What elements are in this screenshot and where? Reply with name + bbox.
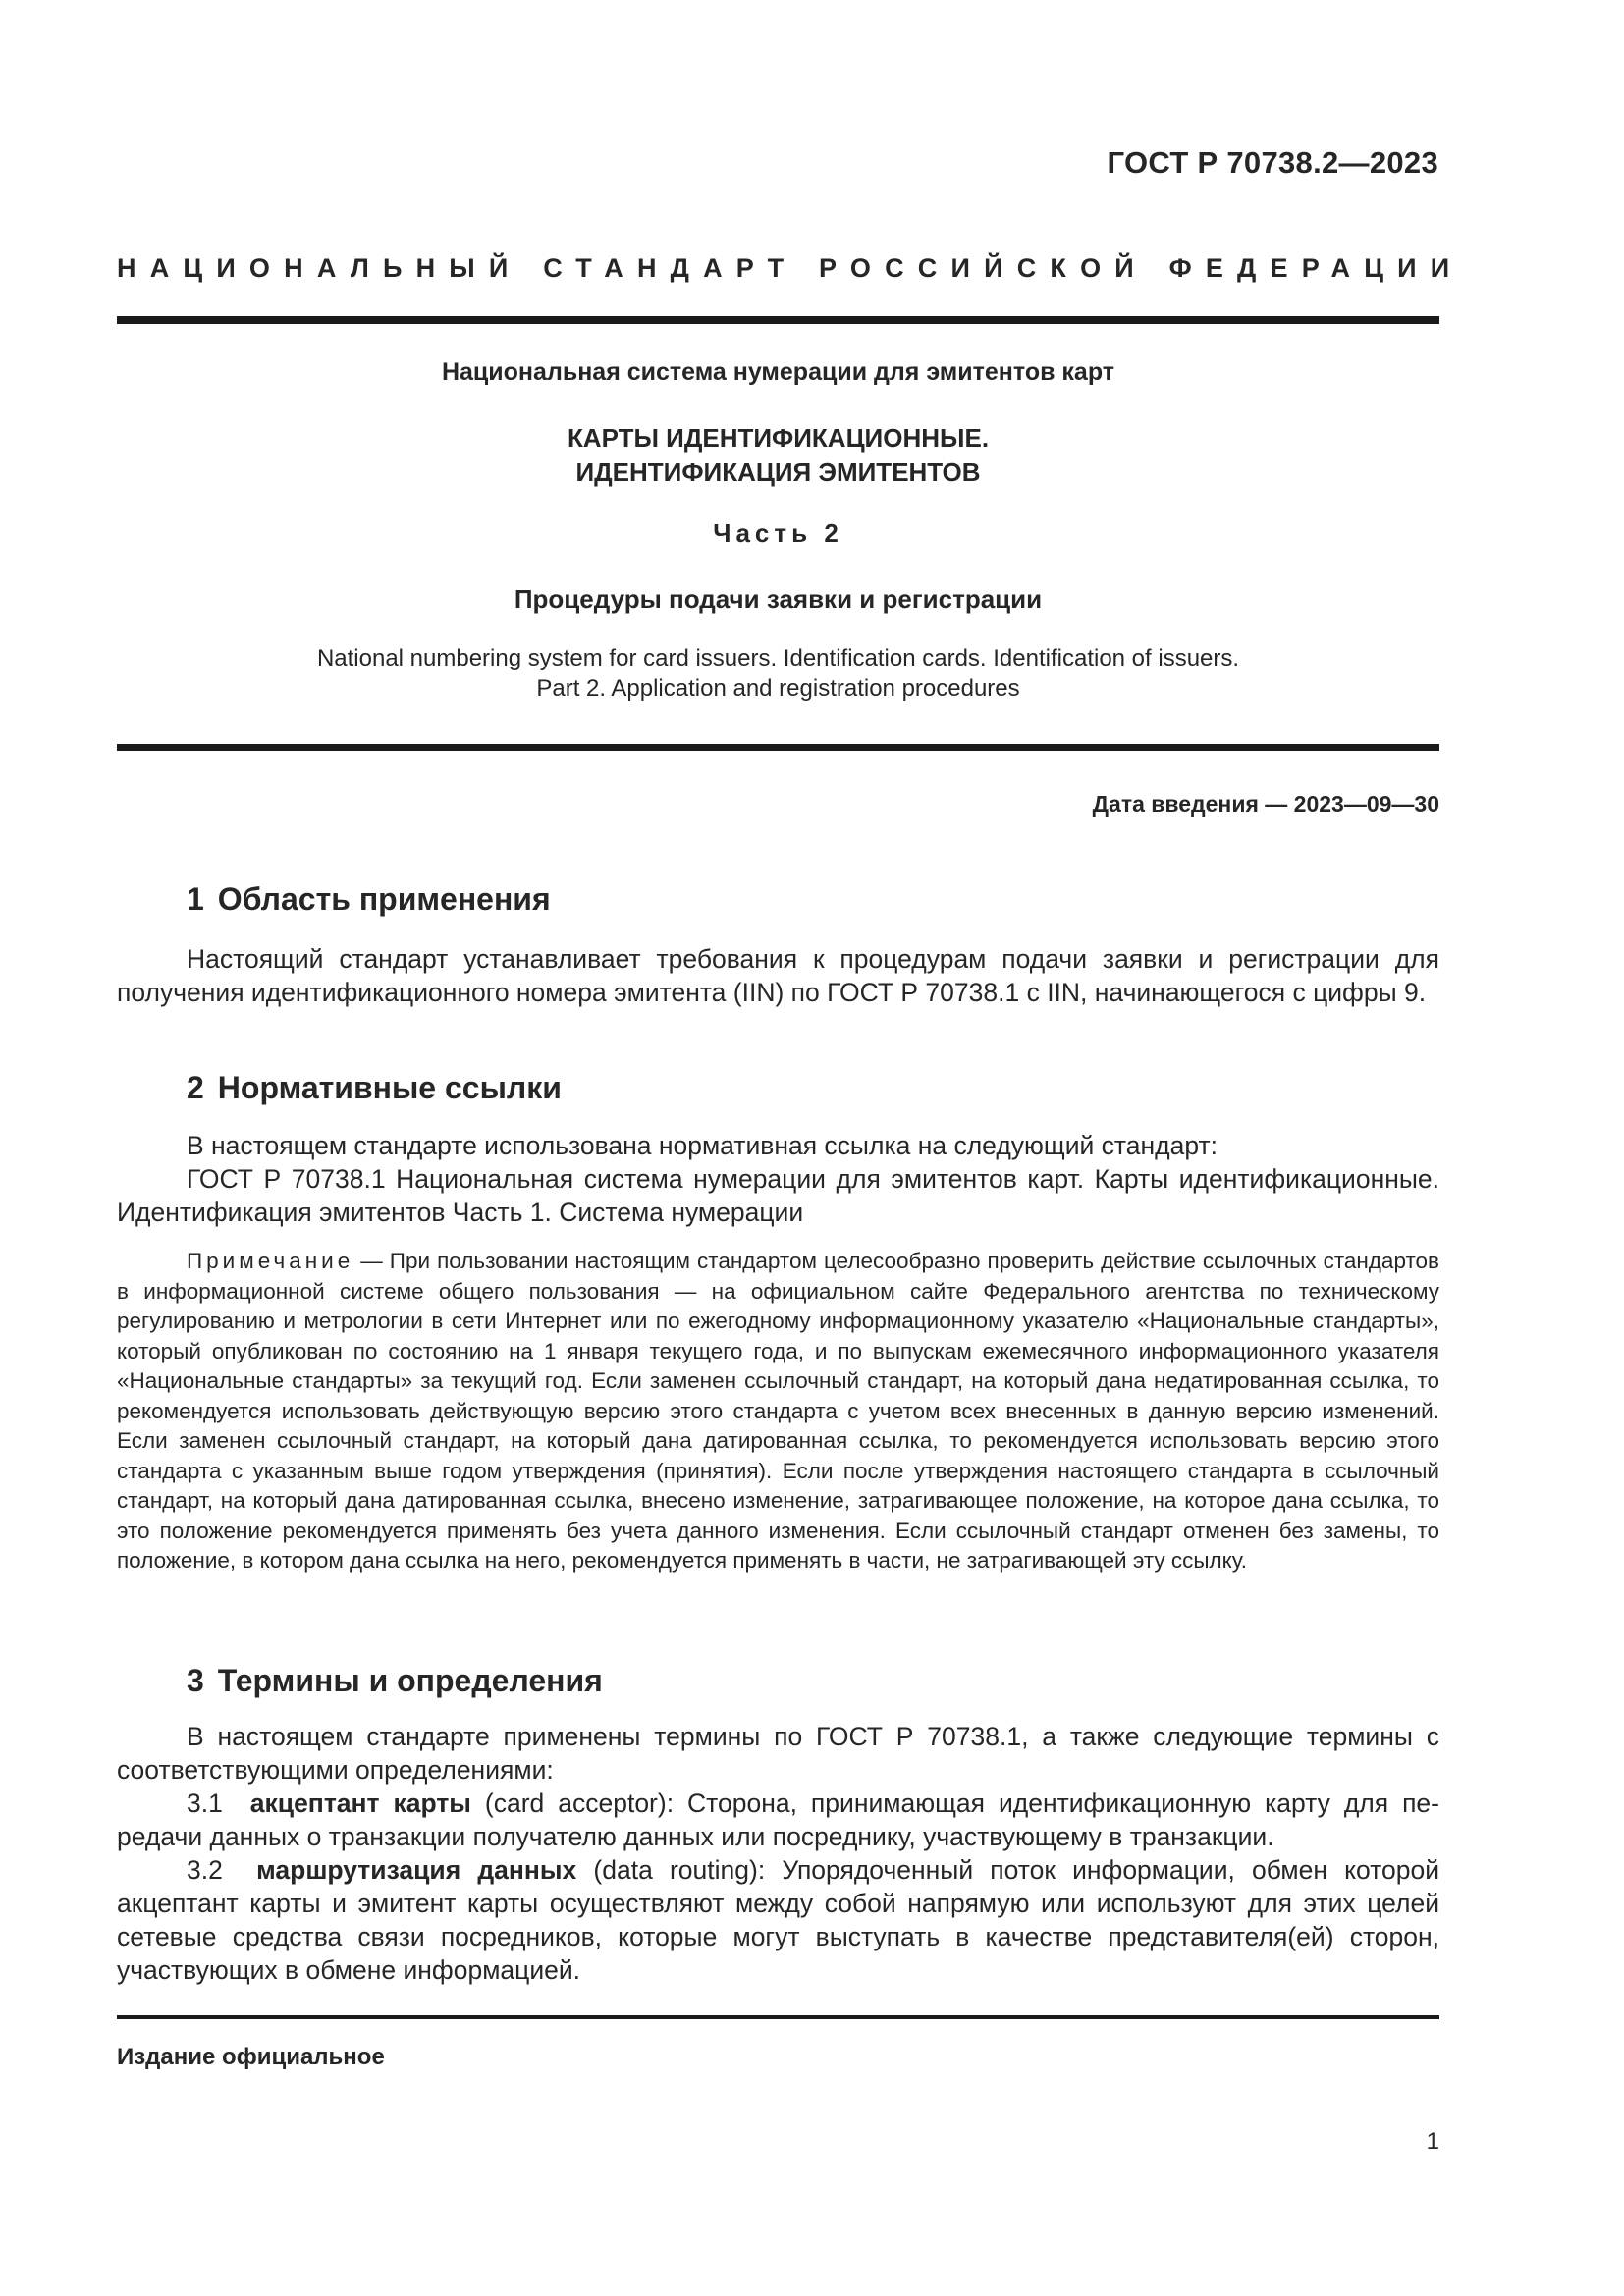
section-title: Нормативные ссылки (217, 1070, 562, 1105)
term-entry (117, 1853, 1439, 1987)
term-number: 3.1 (187, 1789, 223, 1818)
introduction-date: Дата введения — 2023—09—30 (1092, 791, 1439, 817)
top-rule (117, 316, 1439, 324)
section-title: Область применения (217, 881, 551, 917)
section-heading-references (187, 1070, 562, 1106)
term-name: акцептант карты (249, 1789, 471, 1818)
section-number: 1 (187, 881, 204, 917)
paragraph: В настоящем стандарте применены термины по ГОСТ Р 70738.1, а также следующие термины с соответствующими определениями: (117, 1722, 1439, 1785)
section-number: 3 (187, 1663, 204, 1698)
paragraph: В настоящем стандарте использована нормативная ссылка на следующий стандарт: (187, 1131, 1218, 1160)
term-definition: (data routing): Упорядоченный поток информации, обмен которой акцептант карты и эмитент карты осуществляют между собой напрямую или используют для этих целей сетевые средства связи посредников, которые могут выступать в качестве представителя(ей) сторон, участвующих в обмене информацией. (117, 1855, 1440, 1985)
system-title: Национальная система нумерации для эмитентов карт (441, 358, 1115, 386)
title-rule (117, 744, 1439, 751)
paragraph: Настоящий стандарт устанавливает требования к процедурам подачи заявки и регистрации для получения идентификационного номера эмитента (IIN) по ГОСТ Р 70738.1 с IIN, начинающегося с цифры 9. (117, 944, 1439, 1007)
main-title (117, 421, 1439, 490)
section-title: Термины и определения (217, 1663, 603, 1698)
english-title-line-2: Part 2. Application and registration procedures (536, 675, 1020, 702)
subtitle: Процедуры подачи заявки и регистрации (514, 584, 1043, 614)
document-id: ГОСТ Р 70738.2—2023 (1107, 145, 1438, 180)
section-heading-terms (187, 1663, 603, 1699)
note (117, 1247, 1439, 1576)
section-number: 2 (187, 1070, 204, 1105)
part-label: Часть 2 (713, 518, 843, 548)
footer-rule (117, 2015, 1439, 2019)
section-heading-scope (187, 881, 551, 918)
terms-text (117, 1720, 1439, 1987)
term-name: маршрутизация данных (256, 1855, 577, 1885)
english-title-line-1: National numbering system for card issuers. Identification cards. Identification of issuers. (316, 645, 1240, 671)
note-label: Примечание (187, 1249, 354, 1273)
english-title (117, 643, 1439, 704)
page-number: 1 (1426, 2128, 1439, 2155)
main-title-line-2: ИДЕНТИФИКАЦИЯ ЭМИТЕНТОВ (575, 457, 981, 487)
references-text (117, 1129, 1439, 1229)
note-text: — При пользовании настоящим стандартом целесообразно проверить действие ссылочных стандартов в информационной системе общего пользования — на официальном сайте Федерального агентства по техническому регулированию и метрологии в сети Интернет или по ежегодному информационному указателю «Национальные стандарты», который опубликован по состоянию на 1 января текущего года, и по выпускам ежемесячного информационного указателя «Национальные стандарты» за текущий год. Если заменен ссылочный стандарт, на который дана недатированная ссылка, то рекомендуется использовать действующую версию этого стандарта с учетом всех внесенных в данную версию изменений. Если заменен ссылочный стандарт, на который дана датированная ссылка, то рекомендуется использовать версию этого стандарта с указанным выше годом утверждения (принятия). Если после утверждения настоящего стандарта в ссылочный стандарт, на который дана датированная ссылка, внесено изменение, затрагивающее положение, на которое дана ссылка, то это положение рекомендуется применять без учета данного изменения. Если ссылочный стандарт отменен без замены, то положение, в котором дана ссылка на него, рекомендуется применять в части, не затрагивающей эту ссылку. (117, 1249, 1439, 1573)
main-title-line-1: КАРТЫ ИДЕНТИФИКАЦИОННЫЕ. (567, 423, 990, 453)
term-number: 3.2 (187, 1855, 223, 1885)
term-definition: (card acceptor): Сторона, принимающая идентификационную карту для передачи данных о транзакции получателю данных или посреднику, участвующему в транзакции. (117, 1789, 1439, 1851)
term-entry (117, 1787, 1439, 1853)
national-standard-heading: НАЦИОНАЛЬНЫЙ СТАНДАРТ РОССИЙСКОЙ ФЕДЕРАЦИИ (117, 253, 1464, 283)
paragraph: ГОСТ Р 70738.1 Национальная система нумерации для эмитентов карт. Карты идентификационные. Идентификация эмитентов Часть 1. Система нумерации (117, 1164, 1439, 1227)
edition-label: Издание официальное (117, 2044, 385, 2070)
scope-text (117, 942, 1439, 1009)
